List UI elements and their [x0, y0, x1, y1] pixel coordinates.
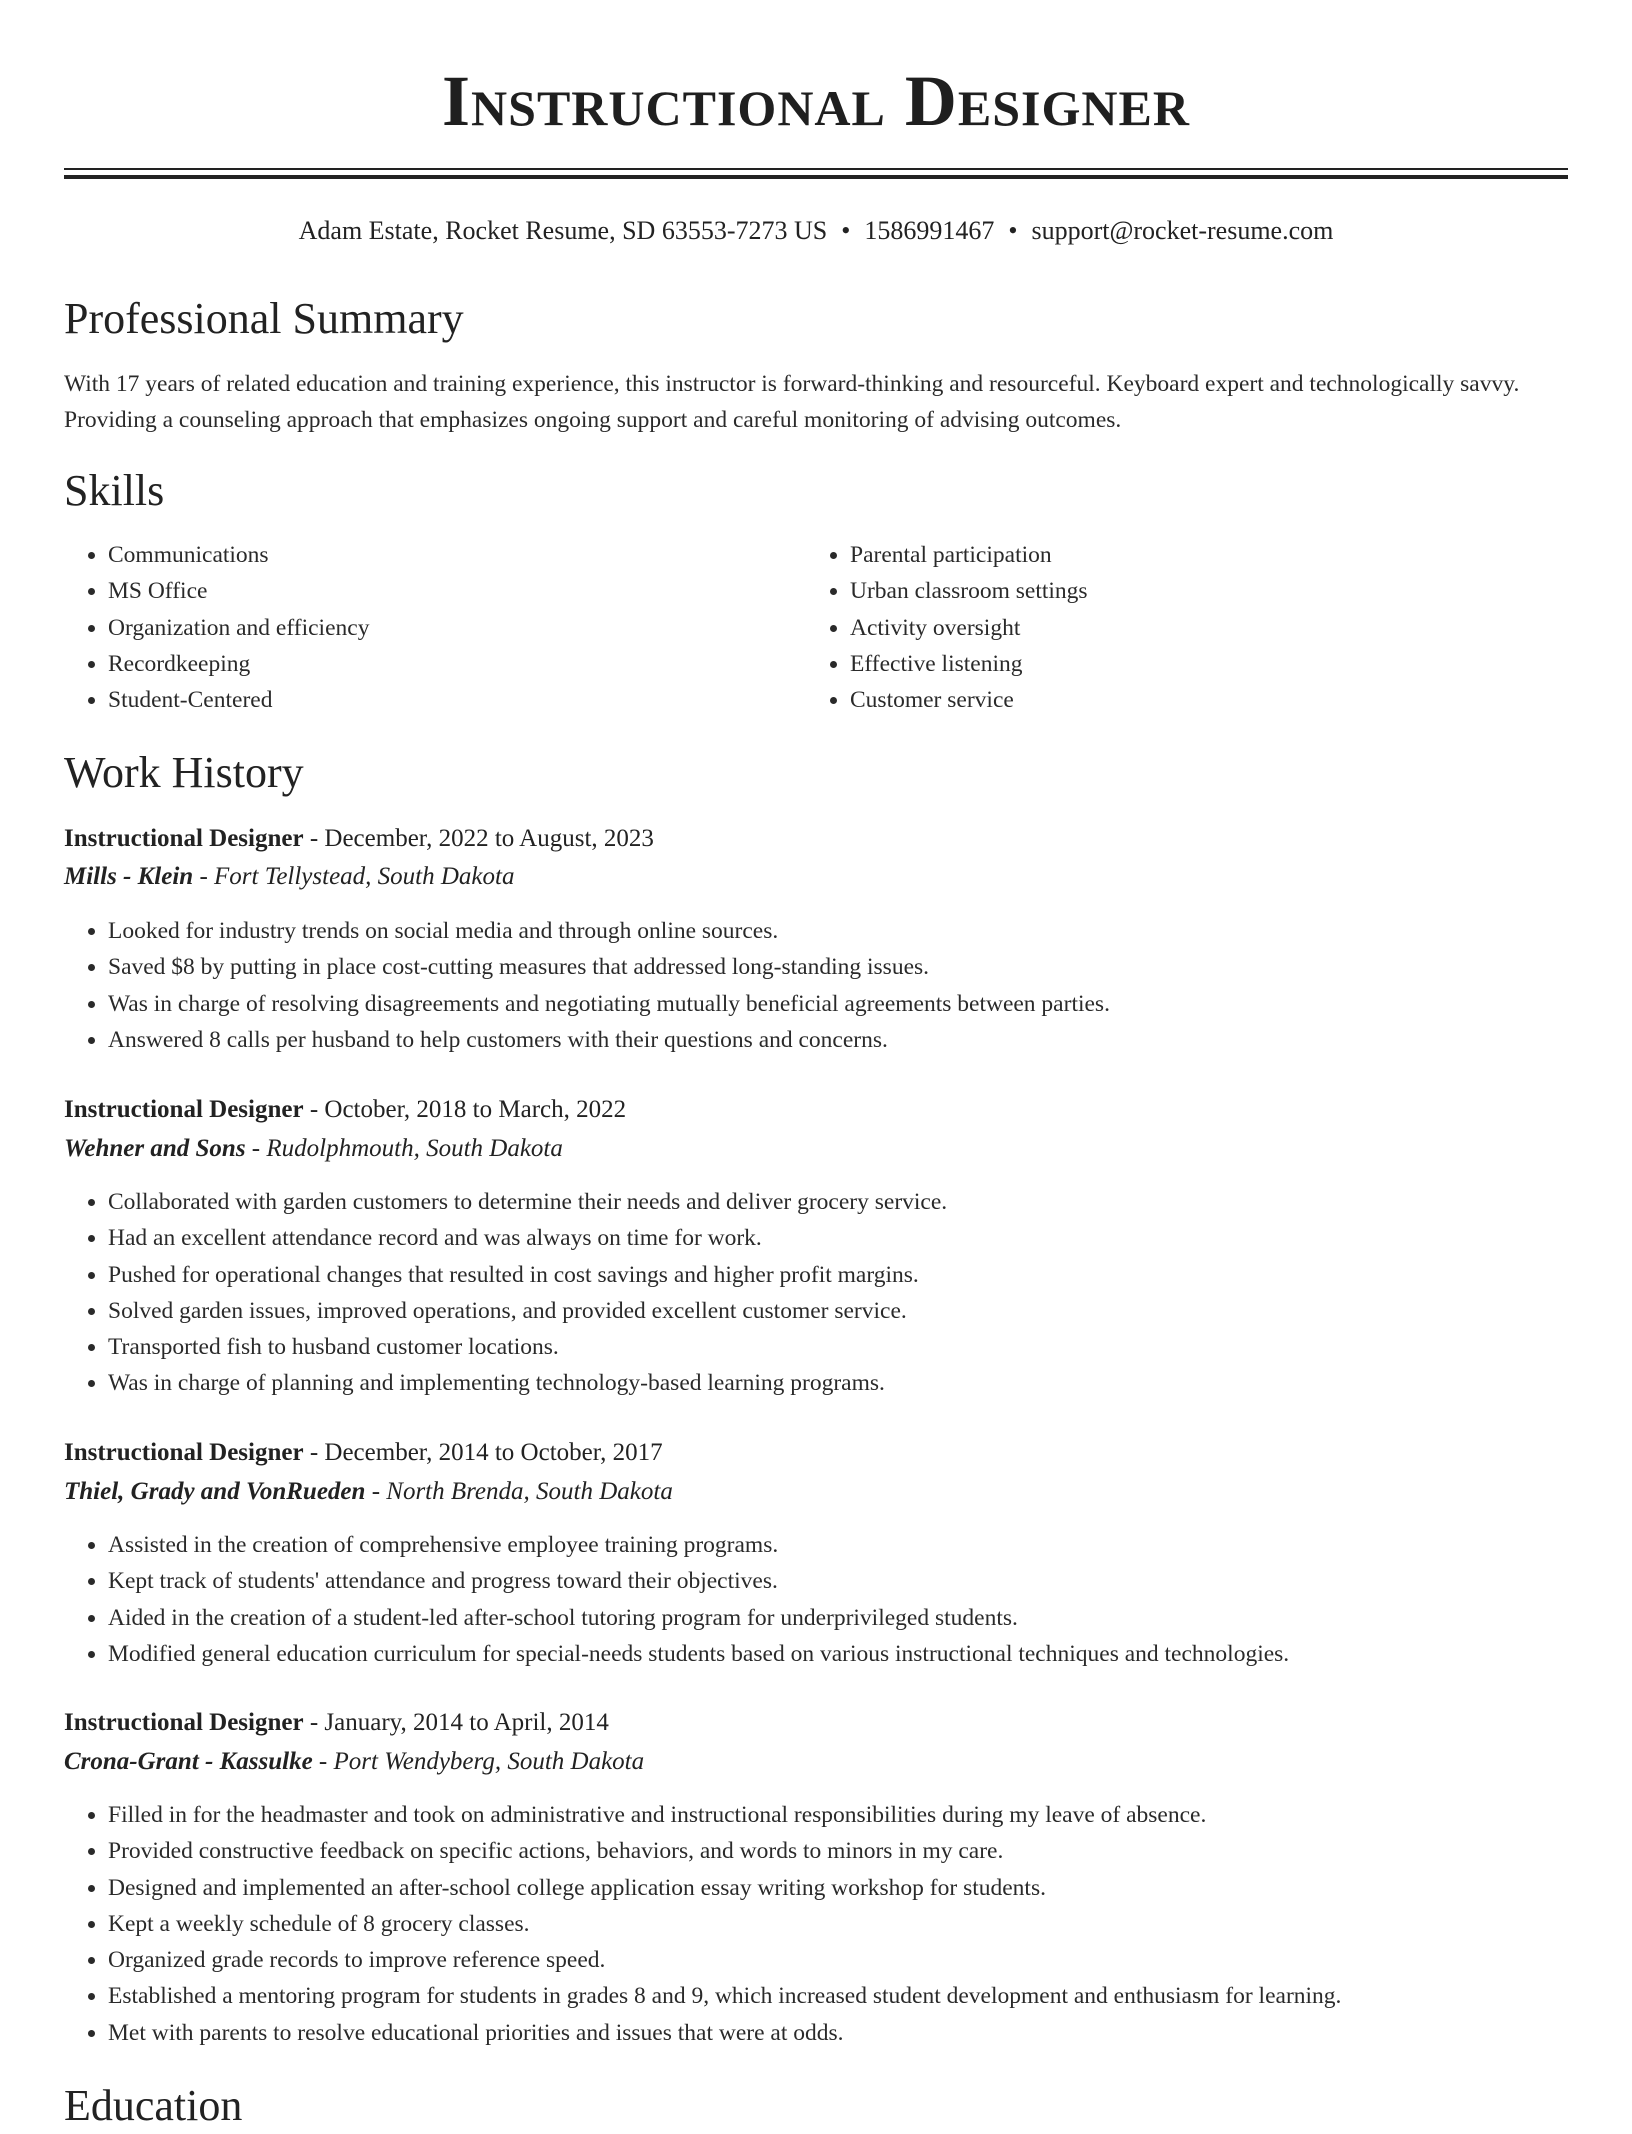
job-bullet: • Provided constructive feedback on specific actions, behaviors, and words to minors in my care.: [108, 1833, 1612, 1869]
job-bullet: • Kept track of students' attendance and progress toward their objectives.: [108, 1563, 1612, 1599]
job-bullets: [64, 1527, 1612, 1672]
job-location: - North Brenda, South Dakota: [365, 1478, 673, 1505]
job-bullet: • Solved garden issues, improved operations, and provided excellent customer service.: [108, 1293, 1612, 1329]
job-bullet: • Was in charge of resolving disagreements and negotiating mutually beneficial agreements between parties.: [108, 986, 1612, 1022]
skills-heading: Skills: [64, 466, 165, 515]
contact-separator: •: [1008, 216, 1018, 245]
job-bullet: • Pushed for operational changes that resulted in cost savings and higher profit margins.: [108, 1257, 1612, 1293]
skill-item: • Organization and efficiency: [108, 610, 788, 646]
title-divider-thick: [64, 175, 1568, 179]
job-bullet: • Was in charge of planning and implementing technology-based learning programs.: [108, 1365, 1612, 1401]
job-employer-line: [64, 859, 514, 895]
summary-text: With 17 years of related education and training experience, this instructor is forward-thinking and resourceful. Keyboard expert and technologically savvy. Providing a counseling approach that emphasizes ongoing support and careful monitoring of advising outcomes.: [64, 371, 1520, 433]
contact-email: support@rocket-resume.com: [1031, 216, 1334, 245]
title-divider-thin: [64, 168, 1568, 170]
resume-title: Instructional Designer: [442, 61, 1190, 141]
contact-address: Adam Estate, Rocket Resume, SD 63553-7273 US: [298, 216, 828, 245]
job-company: Thiel, Grady and VonRueden: [64, 1478, 366, 1505]
job-bullet: • Had an excellent attendance record and was always on time for work.: [108, 1220, 1612, 1256]
job-role: Instructional Designer: [64, 1709, 304, 1736]
skill-item: • Student-Centered: [108, 682, 788, 718]
job-bullet: • Looked for industry trends on social media and through online sources.: [108, 913, 1612, 949]
job-location: - Fort Tellystead, South Dakota: [193, 863, 515, 890]
skill-item: • Recordkeeping: [108, 646, 788, 682]
job-bullet: • Transported fish to husband customer locations.: [108, 1329, 1612, 1365]
job-title-line: [64, 1705, 609, 1741]
job-company: Wehner and Sons: [64, 1135, 246, 1162]
job-employer-line: [64, 1474, 673, 1510]
skills-list-left: [64, 537, 788, 718]
job-bullet: • Collaborated with garden customers to determine their needs and deliver grocery service.: [108, 1184, 1612, 1220]
job-title-line: [64, 1435, 663, 1471]
job-location: - Port Wendyberg, South Dakota: [312, 1748, 645, 1775]
job-role: Instructional Designer: [64, 1096, 304, 1123]
job-location: - Rudolphmouth, South Dakota: [245, 1135, 563, 1162]
summary-heading: Professional Summary: [64, 294, 464, 343]
education-heading: Education: [64, 2081, 243, 2130]
skill-item: • Urban classroom settings: [850, 573, 1550, 609]
skills-list-right: [806, 537, 1550, 718]
job-bullet: • Assisted in the creation of comprehensive employee training programs.: [108, 1527, 1612, 1563]
job-bullet: • Filled in for the headmaster and took on administrative and instructional responsibilities during my leave of absence.: [108, 1797, 1612, 1833]
job-company: Crona-Grant - Kassulke: [64, 1748, 313, 1775]
job-role: Instructional Designer: [64, 1439, 304, 1466]
job-title-line: [64, 1092, 626, 1128]
job-bullet: • Kept a weekly schedule of 8 grocery classes.: [108, 1906, 1612, 1942]
contact-phone: 1586991467: [864, 216, 995, 245]
contact-line: [0, 214, 1632, 248]
job-bullet: • Designed and implemented an after-school college application essay writing workshop for students.: [108, 1870, 1612, 1906]
job-bullets: [64, 1797, 1612, 2051]
job-dates: - October, 2018 to March, 2022: [303, 1096, 627, 1123]
job-dates: - December, 2014 to October, 2017: [303, 1439, 663, 1466]
job-bullet: • Answered 8 calls per husband to help customers with their questions and concerns.: [108, 1022, 1612, 1058]
skill-item: • Parental participation: [850, 537, 1550, 573]
job-bullet: • Modified general education curriculum for special-needs students based on various instructional techniques and technologies.: [108, 1636, 1612, 1672]
skill-item: • Customer service: [850, 682, 1550, 718]
job-bullets: [64, 913, 1612, 1058]
job-bullet: • Saved $8 by putting in place cost-cutting measures that addressed long-standing issues.: [108, 949, 1612, 985]
skill-item: • Activity oversight: [850, 610, 1550, 646]
work-history-heading: Work History: [64, 748, 304, 797]
job-employer-line: [64, 1744, 644, 1780]
contact-separator: •: [841, 216, 851, 245]
skill-item: • Communications: [108, 537, 788, 573]
job-bullet: • Organized grade records to improve reference speed.: [108, 1942, 1612, 1978]
job-bullet: • Aided in the creation of a student-led after-school tutoring program for underprivileged students.: [108, 1600, 1612, 1636]
job-bullets: [64, 1184, 1612, 1402]
job-bullet: • Established a mentoring program for students in grades 8 and 9, which increased student development and enthusiasm for learning.: [108, 1978, 1612, 2014]
job-title-line: [64, 821, 654, 857]
skill-item: • MS Office: [108, 573, 788, 609]
job-bullet: • Met with parents to resolve educational priorities and issues that were at odds.: [108, 2015, 1612, 2051]
job-dates: - January, 2014 to April, 2014: [303, 1709, 609, 1736]
job-role: Instructional Designer: [64, 825, 304, 852]
job-dates: - December, 2022 to August, 2023: [303, 825, 654, 852]
job-employer-line: [64, 1131, 563, 1167]
job-company: Mills - Klein: [64, 863, 194, 890]
skill-item: • Effective listening: [850, 646, 1550, 682]
